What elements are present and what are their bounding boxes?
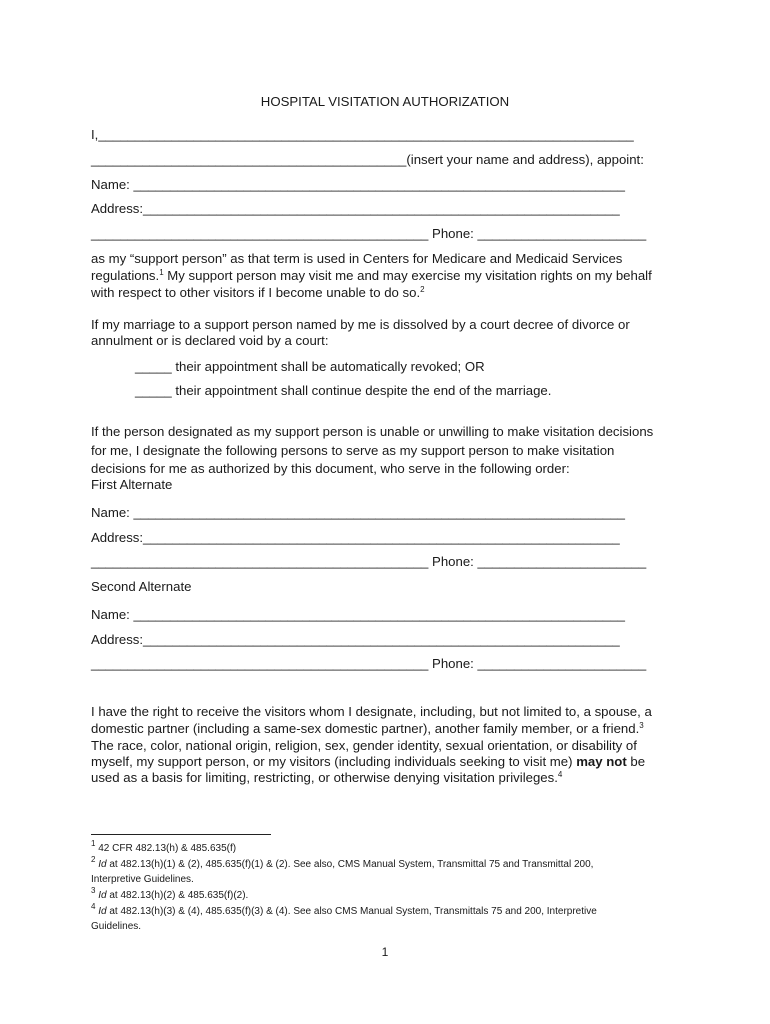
footnote-ref-3[interactable]: 3 [639,721,644,730]
para4-line3: The race, color, national origin, religion, sex, gender identity, sexual orientation, or disability of [91,738,637,753]
para1-line2a: regulations. [91,268,160,283]
para3-line3: decisions for me as authorized by this document, who serve in the following order: [91,461,570,476]
second-alt-phone-field[interactable]: ______________________________________________ Phone: _______________________ [91,656,647,671]
first-alt-name-field[interactable]: Name: ___________________________________________________________________ [91,505,625,520]
footnote-2-cont: Interpretive Guidelines. [91,874,194,885]
footnote-4-text: at 482.13(h)(3) & (4), 485.635(f)(3) & (4). See also CMS Manual System, Transmittals 75 and 200, Interpretive [106,906,597,917]
first-alt-phone-field[interactable]: ______________________________________________ Phone: _______________________ [91,554,647,569]
para1-line2b: My support person may visit me and may exercise my visitation rights on my behalf [163,268,652,283]
para4-line1: I have the right to receive the visitors whom I designate, including, but not limited to, a spouse, a [91,704,652,719]
footnote-2 [91,855,594,871]
para4-line2-text: domestic partner (including a same-sex domestic partner), another family member, or a friend. [91,721,640,736]
footnote-2-number: 2 [91,855,96,864]
footnote-3 [91,886,249,902]
para1-line1: as my “support person” as that term is used in Centers for Medicare and Medicaid Services [91,251,623,266]
second-alt-name-field[interactable]: Name: ___________________________________________________________________ [91,607,625,622]
support-phone-field[interactable]: ______________________________________________ Phone: _______________________ [91,226,647,241]
footnote-2-text: at 482.13(h)(1) & (2), 485.635(f)(1) & (2). See also, CMS Manual System, Transmittal 75 and Transmittal 200, [106,859,594,870]
second-alternate-heading: Second Alternate [91,579,192,594]
option-revoked[interactable]: _____ their appointment shall be automatically revoked; OR [135,359,485,374]
para4-line4a: myself, my support person, or my visitors (including individuals seeking to visit me) [91,754,577,769]
footnote-4-number: 4 [91,902,96,911]
option-continue[interactable]: _____ their appointment shall continue despite the end of the marriage. [135,383,552,398]
page-number: 1 [381,945,389,959]
footnote-1 [91,839,237,855]
para4-line5 [91,770,562,786]
footnote-3-text: at 482.13(h)(2) & 485.635(f)(2). [106,890,249,901]
para1-line3 [91,285,425,301]
para3-line1: If the person designated as my support person is unable or unwilling to make visitation decisions [91,424,654,439]
grantor-address-line [91,152,644,168]
footnote-ref-4[interactable]: 4 [557,770,563,779]
para1-line3-text: with respect to other visitors if I become unable to do so. [91,285,421,300]
footnote-1-number: 1 [91,839,96,848]
para3-line2: for me, I designate the following persons to serve as my support person to make visitation [91,443,615,458]
para2-line1: If my marriage to a support person named by me is dissolved by a court decree of divorce or [91,317,630,332]
footnote-3-id: Id [98,890,107,901]
document-title: HOSPITAL VISITATION AUTHORIZATION [260,94,510,109]
footnote-4 [91,902,597,918]
support-address-field[interactable]: Address:_________________________________________________________________ [91,201,620,216]
footnote-1-text: 42 CFR 482.13(h) & 485.635(f) [95,843,237,854]
grantor-name-blank[interactable]: I,_________________________________________________________________________ [91,127,634,142]
grantor-address-blank[interactable]: ___________________________________________ [91,152,407,167]
footnote-ref-1[interactable]: 1 [159,268,164,277]
first-alt-address-field[interactable]: Address:_________________________________________________________________ [91,530,620,545]
para1-line2 [91,268,652,284]
para2-line2: annulment or is declared void by a court: [91,333,329,348]
para4-line4b: be [626,754,646,769]
support-name-field[interactable]: Name: ___________________________________________________________________ [91,177,625,192]
footnote-4-id: Id [98,906,107,917]
footnote-ref-2[interactable]: 2 [420,285,425,294]
footnote-4-cont: Guidelines. [91,921,142,932]
may-not-emphasis: may not [576,754,627,769]
para4-line5-text: used as a basis for limiting, restricting, or otherwise denying visitation privileges. [91,770,558,785]
para4-line2 [91,721,644,737]
footnote-divider [91,834,271,835]
second-alt-address-field[interactable]: Address:_________________________________________________________________ [91,632,620,647]
para4-line4 [91,754,645,770]
footnote-3-number: 3 [91,886,96,895]
first-alternate-heading: First Alternate [91,477,173,492]
grantor-instruction: (insert your name and address), appoint: [406,152,644,167]
footnote-2-id: Id [98,859,107,870]
